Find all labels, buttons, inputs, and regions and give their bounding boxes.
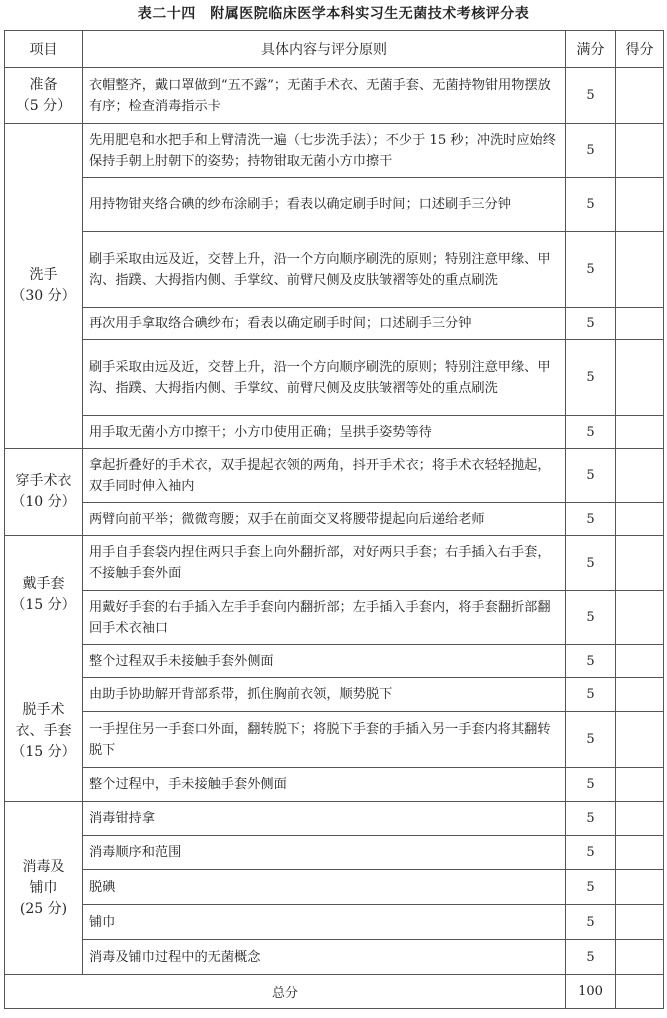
table-row: [5, 712, 664, 768]
total-full-score: 100: [566, 975, 616, 1009]
header-row: [5, 31, 664, 68]
header-content: 具体内容与评分原则: [83, 31, 566, 68]
row-full-score: 5: [566, 836, 616, 870]
table-row: [5, 232, 664, 308]
row-got-score[interactable]: [616, 178, 664, 232]
row-content: 刷手采取由远及近，交替上升，沿一个方向顺序刷洗的原则；特别注意甲缘、甲沟、指蹼、大拇指内侧、手掌纹、前臂尺侧及皮肤皱褶等处的重点刷洗: [83, 340, 566, 416]
row-content: 再次用手拿取络合碘纱布；看表以确定刷手时间；口述刷手三分钟: [83, 308, 566, 340]
row-full-score: 5: [566, 905, 616, 940]
header-got-score: 得分: [616, 31, 664, 68]
table-row: [5, 308, 664, 340]
row-content: 消毒及铺巾过程中的无菌概念: [83, 940, 566, 975]
header-full-score: 满分: [566, 31, 616, 68]
row-content: 一手捏住另一手套口外面，翻转脱下；将脱下手套的手插入另一手套内将其翻转脱下: [83, 712, 566, 768]
row-full-score: 5: [566, 678, 616, 712]
table-row: [5, 940, 664, 975]
section-wash: [5, 124, 83, 449]
table-row: [5, 536, 664, 591]
row-got-score[interactable]: [616, 416, 664, 449]
row-content: 消毒顺序和范围: [83, 836, 566, 870]
row-full-score: 5: [566, 870, 616, 905]
table-title: 表二十四 附属医院临床医学本科实习生无菌技术考核评分表: [137, 6, 530, 22]
table-row: [5, 870, 664, 905]
table-row: [5, 416, 664, 449]
row-content: 脱碘: [83, 870, 566, 905]
row-full-score: 5: [566, 340, 616, 416]
section-label: 洗手: [29, 267, 58, 283]
table-row: [5, 68, 664, 124]
row-full-score: 5: [566, 449, 616, 503]
row-full-score: 5: [566, 712, 616, 768]
row-got-score[interactable]: [616, 232, 664, 308]
row-content: 先用肥皂和水把手和上臂清洗一遍（七步洗手法）；不少于 15 秒；冲洗时应始终保持手朝上肘朝下的姿势；持物钳取无菌小方巾擦干: [83, 124, 566, 178]
section-points: （15 分）: [11, 597, 76, 613]
row-full-score: 5: [566, 536, 616, 591]
row-full-score: 5: [566, 308, 616, 340]
table-row: [5, 124, 664, 178]
row-got-score[interactable]: [616, 645, 664, 678]
row-content: 用戴好手套的右手插入左手手套向内翻折部；左手插入手套内，将手套翻折部翻回手术衣袖口: [83, 591, 566, 645]
row-full-score: 5: [566, 591, 616, 645]
table-row: [5, 645, 664, 678]
section-label: 衣、手套: [15, 723, 72, 739]
table-row: [5, 340, 664, 416]
row-content: 两臂向前平举；微微弯腰；双手在前面交叉将腰带提起向后递给老师: [83, 503, 566, 536]
row-content: 整个过程中，手未接触手套外侧面: [83, 768, 566, 802]
row-content: 用手自手套袋内捏住两只手套上向外翻折部，对好两只手套；右手插入右手套，不接触手套外面: [83, 536, 566, 591]
table-row: [5, 836, 664, 870]
section-points: （10 分）: [11, 494, 76, 510]
row-full-score: 5: [566, 940, 616, 975]
section-points: (25 分): [19, 900, 68, 917]
row-content: 整个过程双手未接触手套外侧面: [83, 645, 566, 678]
total-row: [5, 975, 664, 1009]
row-full-score: 5: [566, 232, 616, 308]
table-row: [5, 768, 664, 802]
total-label: 总分: [5, 975, 566, 1009]
row-content: 消毒钳持拿: [83, 802, 566, 836]
scoring-table: [4, 30, 664, 1009]
row-full-score: 5: [566, 416, 616, 449]
row-got-score[interactable]: [616, 802, 664, 836]
section-label: 铺巾: [29, 879, 58, 896]
row-content: 刷手采取由远及近，交替上升，沿一个方向顺序刷洗的原则；特别注意甲缘、甲沟、指蹼、大拇指内侧、手掌纹、前臂尺侧及皮肤皱褶等处的重点刷洗: [83, 232, 566, 308]
row-got-score[interactable]: [616, 870, 664, 905]
row-got-score[interactable]: [616, 68, 664, 124]
row-full-score: 5: [566, 68, 616, 124]
section-label: 穿手术衣: [15, 473, 72, 489]
section-prep: [5, 68, 83, 124]
row-full-score: 5: [566, 768, 616, 802]
section-label: 准备: [29, 76, 58, 93]
section-disinfect: [5, 802, 83, 975]
table-row: [5, 503, 664, 536]
table-row: [5, 678, 664, 712]
section-gown: [5, 449, 83, 536]
table-row: [5, 449, 664, 503]
row-got-score[interactable]: [616, 836, 664, 870]
row-got-score[interactable]: [616, 503, 664, 536]
row-got-score[interactable]: [616, 340, 664, 416]
row-content: 拿起折叠好的手术衣，双手提起衣领的两角，抖开手术衣；将手术衣轻轻抛起，双手同时伸入袖内: [83, 449, 566, 503]
section-label: 戴手套: [22, 576, 65, 592]
row-content: 用持物钳夹络合碘的纱布涂刷手；看表以确定刷手时间；口述刷手三分钟: [83, 178, 566, 232]
row-full-score: 5: [566, 178, 616, 232]
row-content: 用手取无菌小方巾擦干；小方巾使用正确；呈拱手姿势等待: [83, 416, 566, 449]
section-gloves-off: [7, 700, 80, 763]
row-full-score: 5: [566, 124, 616, 178]
row-full-score: 5: [566, 645, 616, 678]
row-got-score[interactable]: [616, 124, 664, 178]
row-content: 铺巾: [83, 905, 566, 940]
row-content: 衣帽整齐，戴口罩做到“五不露”；无菌手术衣、无菌手套、无菌持物钳用物摆放有序；检查消毒指示卡: [83, 68, 566, 124]
total-got-score[interactable]: [616, 975, 664, 1009]
section-gloves-on: [7, 574, 80, 616]
row-got-score[interactable]: [616, 591, 664, 645]
section-points: （30 分）: [11, 288, 76, 304]
row-content: 由助手协助解开背部系带，抓住胸前衣领，顺势脱下: [83, 678, 566, 712]
section-points: （15 分）: [11, 744, 76, 760]
table-row: [5, 905, 664, 940]
row-got-score[interactable]: [616, 678, 664, 712]
row-got-score[interactable]: [616, 940, 664, 975]
table-row: [5, 178, 664, 232]
row-full-score: 5: [566, 503, 616, 536]
row-got-score[interactable]: [616, 768, 664, 802]
row-got-score[interactable]: [616, 712, 664, 768]
row-got-score[interactable]: [616, 905, 664, 940]
section-label: 脱手术: [22, 702, 65, 718]
row-got-score[interactable]: [616, 308, 664, 340]
table-row: [5, 591, 664, 645]
header-item: 项目: [5, 31, 83, 68]
row-got-score[interactable]: [616, 449, 664, 503]
table-row: [5, 802, 664, 836]
row-got-score[interactable]: [616, 536, 664, 591]
section-label: 消毒及: [22, 858, 65, 875]
section-gloves: [5, 536, 83, 802]
row-full-score: 5: [566, 802, 616, 836]
section-points: （5 分）: [15, 97, 72, 114]
